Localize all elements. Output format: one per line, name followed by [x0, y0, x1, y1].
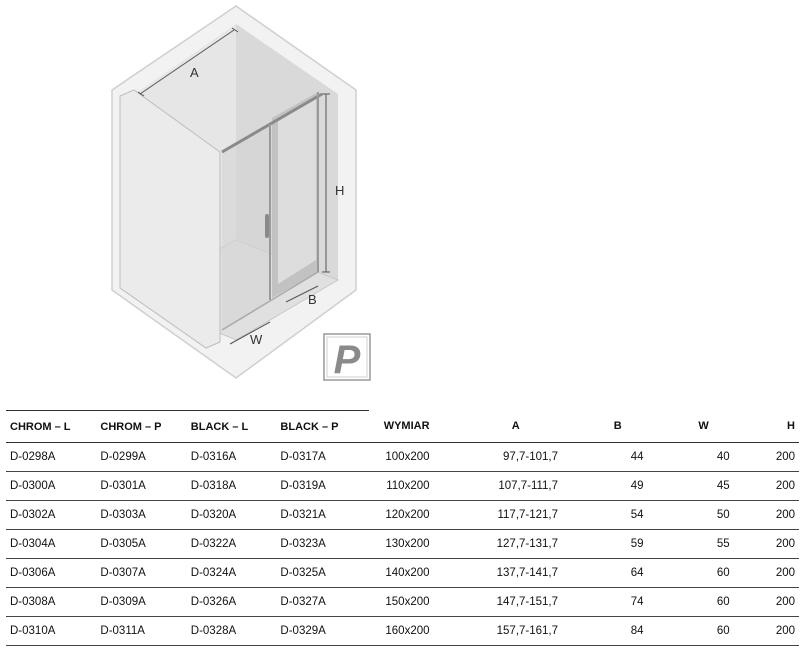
table-row: [6, 588, 799, 617]
dimension-w-label: W: [250, 332, 263, 347]
table-row: [6, 443, 799, 472]
table-cell: D-0311A: [96, 617, 186, 646]
table-cell: 137,7-141,7: [434, 559, 563, 588]
table-cell: D-0299A: [96, 443, 186, 472]
table-cell: D-0321A: [276, 501, 369, 530]
table-cell: D-0309A: [96, 588, 186, 617]
header-w: W: [648, 411, 734, 443]
table-cell: 64: [562, 559, 648, 588]
table-cell: D-0322A: [187, 530, 277, 559]
table-body: [6, 443, 799, 646]
table-cell: 200: [734, 443, 799, 472]
table-cell: 84: [562, 617, 648, 646]
table-cell: D-0307A: [96, 559, 186, 588]
table-cell: 60: [648, 559, 734, 588]
table-cell: 60: [648, 588, 734, 617]
table-cell: 160x200: [369, 617, 433, 646]
dimension-h-label: H: [335, 183, 345, 198]
table-row: [6, 617, 799, 646]
table-cell: 200: [734, 617, 799, 646]
table-cell: D-0323A: [276, 530, 369, 559]
table-cell: 100x200: [369, 443, 433, 472]
table-cell: D-0306A: [6, 559, 96, 588]
dimension-a-label: A: [190, 65, 199, 80]
table-cell: 97,7-101,7: [434, 443, 563, 472]
table-cell: 200: [734, 559, 799, 588]
table-cell: 200: [734, 588, 799, 617]
table-cell: D-0324A: [187, 559, 277, 588]
table-header-row: [6, 411, 799, 443]
header-wymiar: WYMIAR: [369, 411, 433, 443]
table-cell: 150x200: [369, 588, 433, 617]
table-cell: 127,7-131,7: [434, 530, 563, 559]
table-cell: D-0308A: [6, 588, 96, 617]
table-cell: D-0325A: [276, 559, 369, 588]
table-cell: D-0304A: [6, 530, 96, 559]
header-a: A: [434, 411, 563, 443]
table-cell: 130x200: [369, 530, 433, 559]
table-cell: 200: [734, 530, 799, 559]
table-cell: 49: [562, 472, 648, 501]
table-cell: 157,7-161,7: [434, 617, 563, 646]
table-cell: 74: [562, 588, 648, 617]
table-cell: D-0298A: [6, 443, 96, 472]
table-cell: 200: [734, 472, 799, 501]
spec-table: [6, 410, 799, 646]
table-cell: 44: [562, 443, 648, 472]
header-b: B: [562, 411, 648, 443]
table-cell: 147,7-151,7: [434, 588, 563, 617]
table-cell: D-0310A: [6, 617, 96, 646]
table-cell: 107,7-111,7: [434, 472, 563, 501]
fixed-glass-panel: [222, 124, 270, 330]
table-row: [6, 501, 799, 530]
table-cell: 120x200: [369, 501, 433, 530]
door-handle: [265, 214, 269, 238]
header-black-p: BLACK – P: [276, 411, 369, 443]
header-black-l: BLACK – L: [187, 411, 277, 443]
header-chrom-p: CHROM – P: [96, 411, 186, 443]
table-cell: 45: [648, 472, 734, 501]
table-row: [6, 559, 799, 588]
table-cell: 140x200: [369, 559, 433, 588]
table-cell: D-0317A: [276, 443, 369, 472]
table-cell: D-0302A: [6, 501, 96, 530]
table-cell: 50: [648, 501, 734, 530]
table-cell: 59: [562, 530, 648, 559]
table-row: [6, 530, 799, 559]
table-cell: D-0301A: [96, 472, 186, 501]
table-cell: D-0318A: [187, 472, 277, 501]
table-cell: D-0320A: [187, 501, 277, 530]
table-cell: D-0328A: [187, 617, 277, 646]
table-cell: D-0305A: [96, 530, 186, 559]
table-cell: D-0300A: [6, 472, 96, 501]
table-cell: 40: [648, 443, 734, 472]
badge-letter: P: [333, 338, 361, 382]
door-reflection: [278, 96, 316, 284]
table-cell: 60: [648, 617, 734, 646]
header-chrom-l: CHROM – L: [6, 411, 96, 443]
table-cell: 117,7-121,7: [434, 501, 563, 530]
table-cell: D-0327A: [276, 588, 369, 617]
table-cell: 54: [562, 501, 648, 530]
table-cell: D-0326A: [187, 588, 277, 617]
table-cell: D-0319A: [276, 472, 369, 501]
dimension-b-label: B: [308, 292, 317, 307]
table-cell: 55: [648, 530, 734, 559]
table-cell: 110x200: [369, 472, 433, 501]
table-cell: D-0329A: [276, 617, 369, 646]
table-row: [6, 472, 799, 501]
table-cell: 200: [734, 501, 799, 530]
table-cell: D-0316A: [187, 443, 277, 472]
header-h: H: [734, 411, 799, 443]
table-cell: D-0303A: [96, 501, 186, 530]
